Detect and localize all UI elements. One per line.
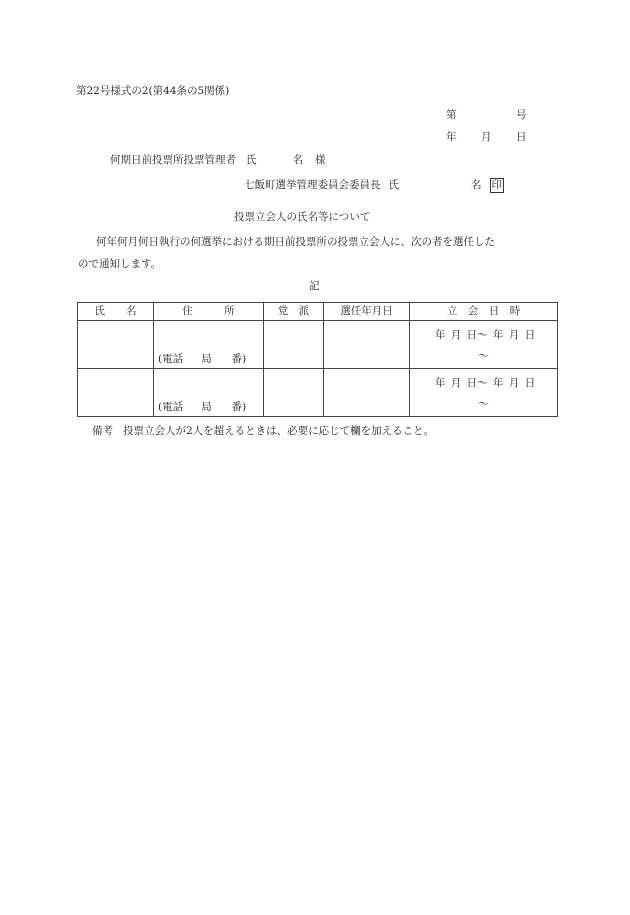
header-appointed-date: 選任年月日 xyxy=(324,303,410,321)
header-party: 党 派 xyxy=(264,303,324,321)
sender-line xyxy=(244,178,504,193)
date-day-label: 日 xyxy=(516,131,527,143)
addressee-honorific: 様 xyxy=(315,154,326,166)
document-number-prefix: 第 xyxy=(446,109,457,121)
table-row xyxy=(78,321,558,369)
sender-title: 七飯町選挙管理委員会委員長 xyxy=(244,179,381,191)
remark-note xyxy=(92,426,434,437)
remark-label: 備考 xyxy=(92,425,113,437)
attendance-time-range: ～ xyxy=(478,398,489,410)
phone-label: (電話 局 番) xyxy=(158,352,247,365)
body-text-line-2: ので通知します。 xyxy=(78,258,162,270)
table-header-row xyxy=(78,303,558,321)
cell-address[interactable] xyxy=(154,369,264,417)
attendance-date-range: 年 月 日～ 年 月 日 xyxy=(435,329,536,341)
cell-attendance-time[interactable] xyxy=(410,321,558,369)
addressee-name-mei: 名 xyxy=(292,154,303,166)
remark-text: 投票立会人が2人を超えるときは、必要に応じて欄を加えること。 xyxy=(123,425,435,437)
cell-appointed-date[interactable] xyxy=(324,321,410,369)
appointee-table xyxy=(77,302,558,417)
cell-party[interactable] xyxy=(264,321,324,369)
cell-name[interactable] xyxy=(78,321,154,369)
sender-name-shi: 氏 xyxy=(388,179,399,191)
phone-label: (電話 局 番) xyxy=(158,400,247,413)
addressee-name-shi: 氏 xyxy=(246,154,257,166)
ki-label: 記 xyxy=(309,280,320,292)
date-month-label: 月 xyxy=(481,131,492,143)
attendance-date-range: 年 月 日～ 年 月 日 xyxy=(435,377,536,389)
header-address: 住 所 xyxy=(154,303,264,321)
cell-appointed-date[interactable] xyxy=(324,369,410,417)
cell-name[interactable] xyxy=(78,369,154,417)
header-attendance-time: 立 会 日 時 xyxy=(410,303,558,321)
body-text-line-1: 何年何月何日執行の何選挙における期日前投票所の投票立会人に、次の者を選任した xyxy=(96,236,495,248)
cell-address[interactable] xyxy=(154,321,264,369)
cell-party[interactable] xyxy=(264,369,324,417)
seal-mark: 印 xyxy=(491,179,502,191)
form-number-label: 第22号様式の2(第44条の5関係) xyxy=(76,85,230,97)
addressee-title: 何期日前投票所投票管理者 xyxy=(110,154,236,166)
header-name: 氏 名 xyxy=(78,303,154,321)
document-number-suffix: 号 xyxy=(516,109,527,121)
cell-attendance-time[interactable] xyxy=(410,369,558,417)
table-row xyxy=(78,369,558,417)
addressee-line xyxy=(110,155,326,166)
sender-name-mei: 名 xyxy=(471,179,482,191)
date-year-label: 年 xyxy=(446,131,457,143)
attendance-time-range: ～ xyxy=(478,350,489,362)
document-title: 投票立会人の氏名等について xyxy=(234,211,371,223)
